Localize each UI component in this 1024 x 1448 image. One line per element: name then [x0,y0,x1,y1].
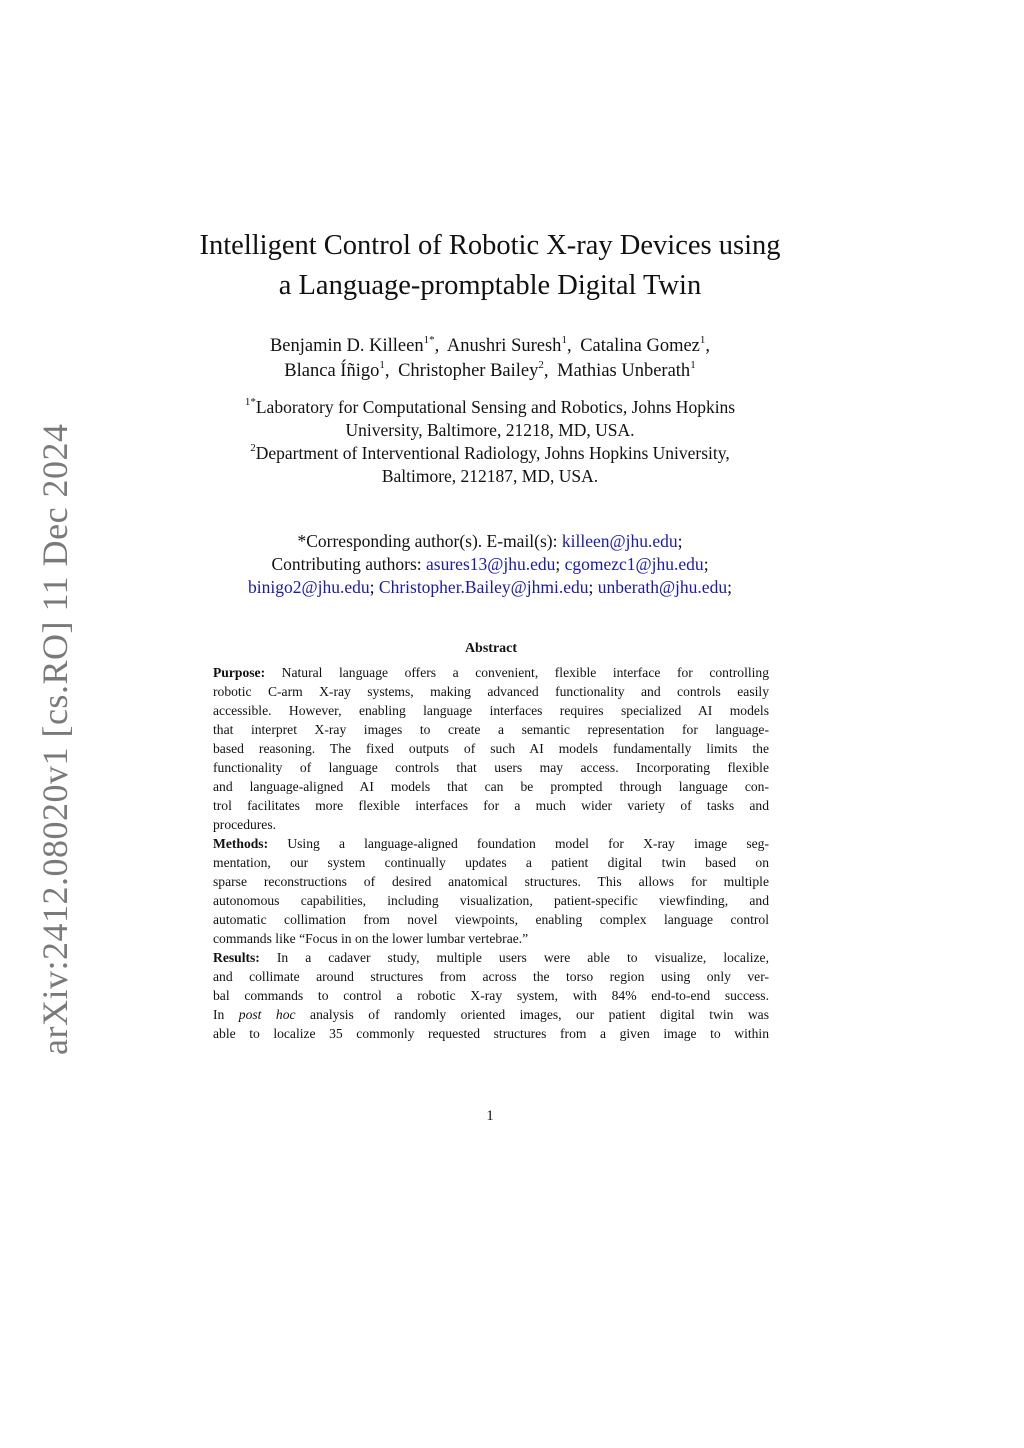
post-hoc-italic: post hoc [238,1007,296,1022]
contributing-authors-line: Contributing authors: asures13@jhu.edu; cgomezc1@jhu.edu; [271,554,709,574]
abstract-line: functionality of language controls that users may access. Incorporating flexible [213,760,769,775]
abstract-line: Purpose: Natural language offers a convenient, flexible interface for controlling [213,665,769,680]
abstract-line: mentation, our system continually updates a patient digital twin based on [213,855,769,870]
abstract-body [213,663,769,1043]
abstract-line: based reasoning. The fixed outputs of such AI models fundamentally limits the [213,741,769,756]
abstract-line: robotic C-arm X-ray systems, making advanced functionality and controls easily [213,684,769,699]
affiliations [150,396,830,488]
author: Mathias Unberath$^1$ [557,358,696,381]
arxiv-identifier-stamp: arXiv:2412.08020v1 [cs.RO] 11 Dec 2024 [35,423,75,1055]
email-link[interactable]: binigo2@jhu.edu [248,577,370,597]
author: Anushri Suresh$^1$, [446,333,572,356]
correspondence-block [150,530,830,599]
author: Christopher Bailey$^2$, [398,358,549,381]
abstract-line: able to localize 35 commonly requested structures from a given image to within [213,1026,769,1041]
author-line-2 [150,359,830,384]
abstract-line: and collimate around structures from across the torso region using only ver- [213,969,769,984]
author: Blanca Íñigo$^1$, [284,358,390,381]
abstract-line: Results: In a cadaver study, multiple users were able to visualize, localize, [213,950,769,965]
abstract-line: Methods: Using a language-aligned foundation model for X-ray image seg- [213,836,769,851]
abstract-line: that interpret X-ray images to create a semantic representation for language- [213,722,769,737]
abstract-line: sparse reconstructions of desired anatomical structures. This allows for multiple [213,874,769,889]
methods-label: Methods: [213,836,269,851]
title-line-2: a Language-promptable Digital Twin [278,270,702,301]
abstract-line: bal commands to control a robotic X-ray system, with 84% end-to-end success. [213,988,769,1003]
email-link[interactable]: Christopher.Bailey@jhmi.edu [378,577,589,597]
email-link[interactable]: unberath@jhu.edu [597,577,728,597]
abstract-line: autonomous capabilities, including visualization, patient-specific viewfinding, and [213,893,769,908]
corresponding-author-line: *Corresponding author(s). E-mail(s): killeen@jhu.edu; [297,531,683,551]
page-number: 1 [486,1108,494,1124]
affiliation-1-line-1: $^{1*}$Laboratory for Computational Sensing and Robotics, Johns Hopkins [244,396,736,417]
abstract-heading: Abstract [464,641,518,656]
abstract-line: In post hoc analysis of randomly oriented images, our patient digital twin was [213,1007,770,1022]
author-list [150,334,830,384]
abstract-line: procedures. [213,817,277,832]
affiliation-2-line-2: Baltimore, 212187, MD, USA. [381,466,599,486]
results-label: Results: [213,950,260,965]
abstract-line: accessible. However, enabling language interfaces requires specialized AI models [213,703,769,718]
author-line-1 [150,334,830,359]
title-line-1: Intelligent Control of Robotic X-ray Devices using [199,230,781,261]
corresponding-email-link[interactable]: killeen@jhu.edu [561,531,678,551]
abstract-line: commands like “Focus in on the lower lumbar vertebrae.” [213,931,529,946]
affiliation-1-line-2: University, Baltimore, 21218, MD, USA. [345,420,635,440]
abstract-line: automatic collimation from novel viewpoints, enabling complex language control [213,912,769,927]
email-link[interactable]: asures13@jhu.edu [426,554,556,574]
abstract-line: trol facilitates more flexible interfaces for a much wider variety of tasks and [213,798,769,813]
email-link[interactable]: cgomezc1@jhu.edu [564,554,704,574]
author: Benjamin D. Killeen$^{1*}$, [269,333,440,356]
abstract-line: and language-aligned AI models that can be prompted through language con- [213,779,769,794]
contributing-emails-line: binigo2@jhu.edu; Christopher.Bailey@jhmi.edu; unberath@jhu.edu; [248,577,732,597]
author: Catalina Gomez$^1$, [580,333,711,356]
paper-title [150,226,830,306]
affiliation-2-line-1: $^2$Department of Interventional Radiology, Johns Hopkins University, [250,442,730,463]
purpose-label: Purpose: [213,665,266,680]
